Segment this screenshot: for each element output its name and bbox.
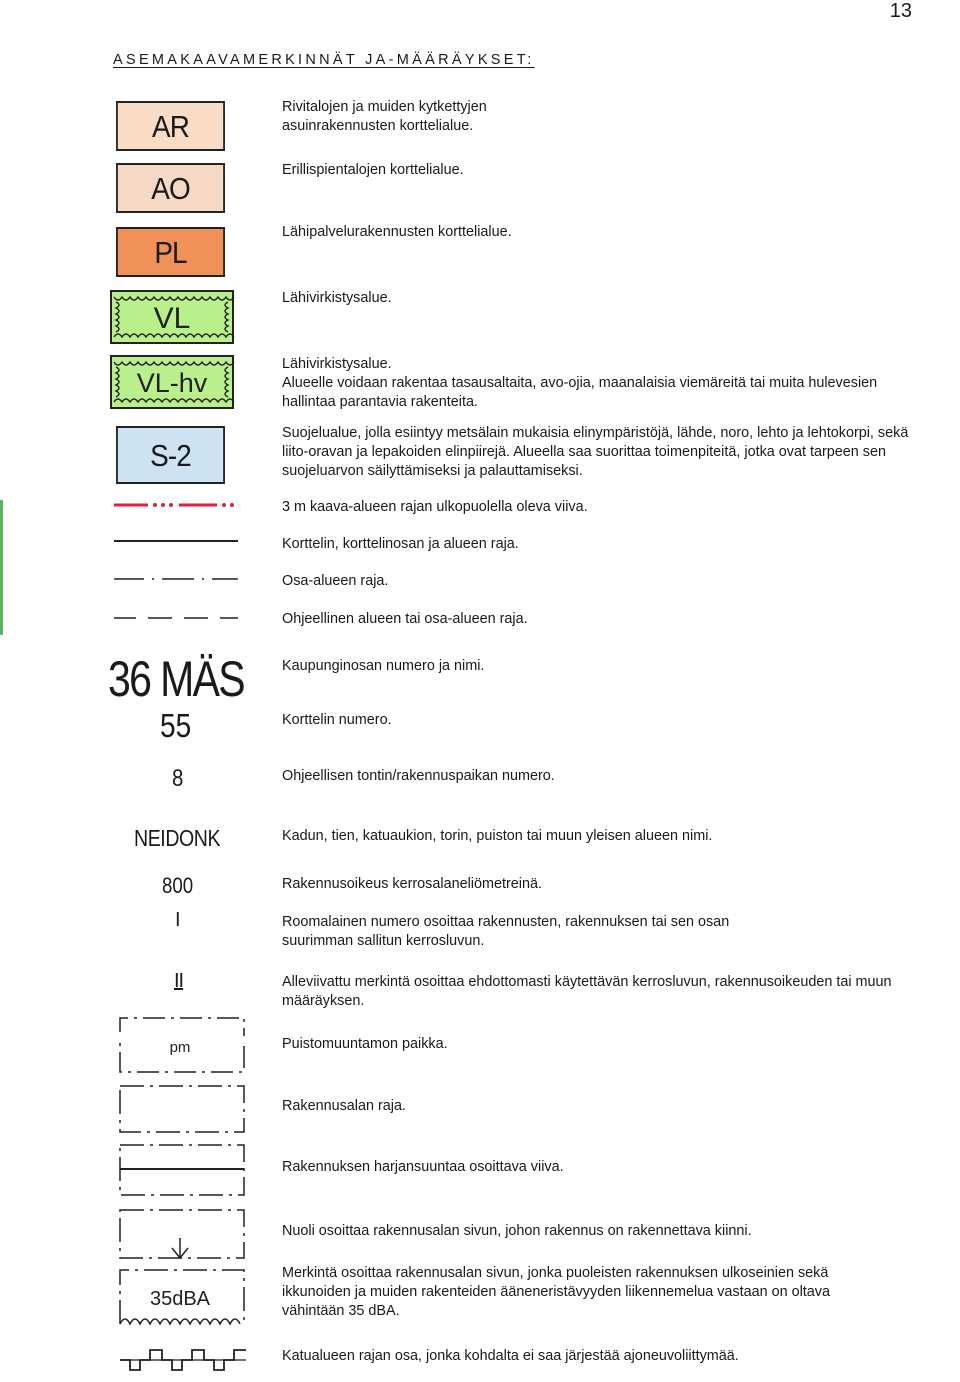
entry-guide-border: Ohjeellinen alueen tai osa-alueen raja. [282,611,528,627]
entry-street-name: Kadun, tien, katuaukion, torin, puiston tai muun yleisen alueen nimi. [282,828,713,844]
symbol-vl [110,290,234,344]
symbol-block-number: 55 [160,707,192,744]
entry-block-border: Korttelin, korttelinosan ja alueen raja. [282,536,519,552]
symbol-vl-label: VL [153,302,191,335]
entry-pl: Lähipalvelurakennusten korttelialue. [282,224,512,240]
symbol-ao [116,163,225,213]
symbol-subarea-border [114,576,238,582]
entry-vlhv-title: Lähivirkistysalue. [282,356,392,372]
symbol-ar-label: AR [152,108,189,144]
entry-ridge-direction: Rakennuksen harjansuuntaa osoittava viiva. [282,1159,564,1175]
entry-district: Kaupunginosan numero ja nimi. [282,658,485,674]
symbol-roman: I [175,909,181,931]
symbol-noise [118,1268,246,1326]
entry-vlhv-text: Alueelle voidaan rakentaa tasausaltaita, avo-ojia, maanalaisia viemäreitä tai muita hulevesien hallintaa parantavia rakenteita. [282,375,878,410]
entry-roman-underlined: Alleviivattu merkintä osoittaa ehdottomasti käytettävän kerrosluvun, rakennusoikeuden tai muun määräyksen. [282,974,892,1009]
entry-plot-number: Ohjeellisen tontin/rakennuspaikan numero. [282,768,555,784]
entry-noise: Merkintä osoittaa rakennusalan sivun, jonka puoleisten rakennuksen ulkoseinien sekä ikkunoiden ja muiden rakenteiden ääneneristävyyden liikennemelua vastaan on oltava vähintään 35 dBA. [282,1265,831,1319]
symbol-ridge-direction [118,1143,246,1197]
entry-arrow: Nuoli osoittaa rakennusalan sivun, johon rakennus on rakennettava kiinni. [282,1223,752,1239]
symbol-noise-label: 35dBA [149,1288,211,1310]
symbol-district: 36 MÄS [108,651,245,707]
entry-ao: Erillispientalojen korttelialue. [282,162,464,178]
symbol-arrow [118,1208,246,1260]
symbol-pl [116,227,225,277]
symbol-building-area [118,1084,246,1134]
symbol-no-access [118,1346,248,1372]
entry-block-number: Korttelin numero. [282,712,392,728]
entry-floor-area: Rakennusoikeus kerrosalaneliömetreinä. [282,876,542,892]
scan-edge-mark [0,500,3,635]
symbol-border-3m [114,500,238,510]
symbol-floor-area: 800 [162,873,194,898]
symbol-pm [118,1016,246,1074]
symbol-guide-border [114,615,238,621]
symbol-pl-label: PL [154,234,187,270]
symbol-roman-underlined: II [174,970,184,992]
symbol-pm-label: pm [169,1039,191,1056]
entry-building-area: Rakennusalan raja. [282,1098,406,1114]
symbol-vlhv-label: VL-hv [136,368,208,398]
entry-vl: Lähivirkistysalue. [282,290,392,306]
entry-no-access: Katualueen rajan osa, jonka kohdalta ei saa järjestää ajoneuvoliittymää. [282,1348,739,1364]
symbol-block-border [114,538,238,544]
symbol-s2 [116,426,225,484]
symbol-ar [116,101,225,151]
entry-pm: Puistomuuntamon paikka. [282,1036,448,1052]
symbol-plot-number: 8 [172,765,184,792]
symbol-ao-label: AO [151,170,190,206]
page-title: ASEMAKAAVAMERKINNÄT JA-MÄÄRÄYKSET: [113,52,535,68]
entry-ar: Rivitalojen ja muiden kytkettyjen asuinrakennusten korttelialue. [282,99,487,134]
entry-subarea-border: Osa-alueen raja. [282,573,389,589]
entry-roman: Roomalainen numero osoittaa rakennusten, rakennuksen tai sen osan suurimman sallitun kerrosluvun. [282,914,730,949]
symbol-s2-label: S-2 [150,437,191,473]
page-number: 13 [889,0,912,22]
entry-s2: Suojelualue, jolla esiintyy metsälain mukaisia elinympäristöjä, lähde, noro, lehto ja lehtokorpi, sekä liito-oravan ja lepakoiden elinpiirejä. Alueella saa suorittaa toimenpiteitä, jotka ovat tarpeen sen suojeluarvon säilyttämiseksi ja palauttamiseksi. [282,425,909,479]
symbol-vlhv [110,355,234,409]
entry-border-3m: 3 m kaava-alueen rajan ulkopuolella oleva viiva. [282,499,588,515]
symbol-street-name: NEIDONK [134,825,221,851]
